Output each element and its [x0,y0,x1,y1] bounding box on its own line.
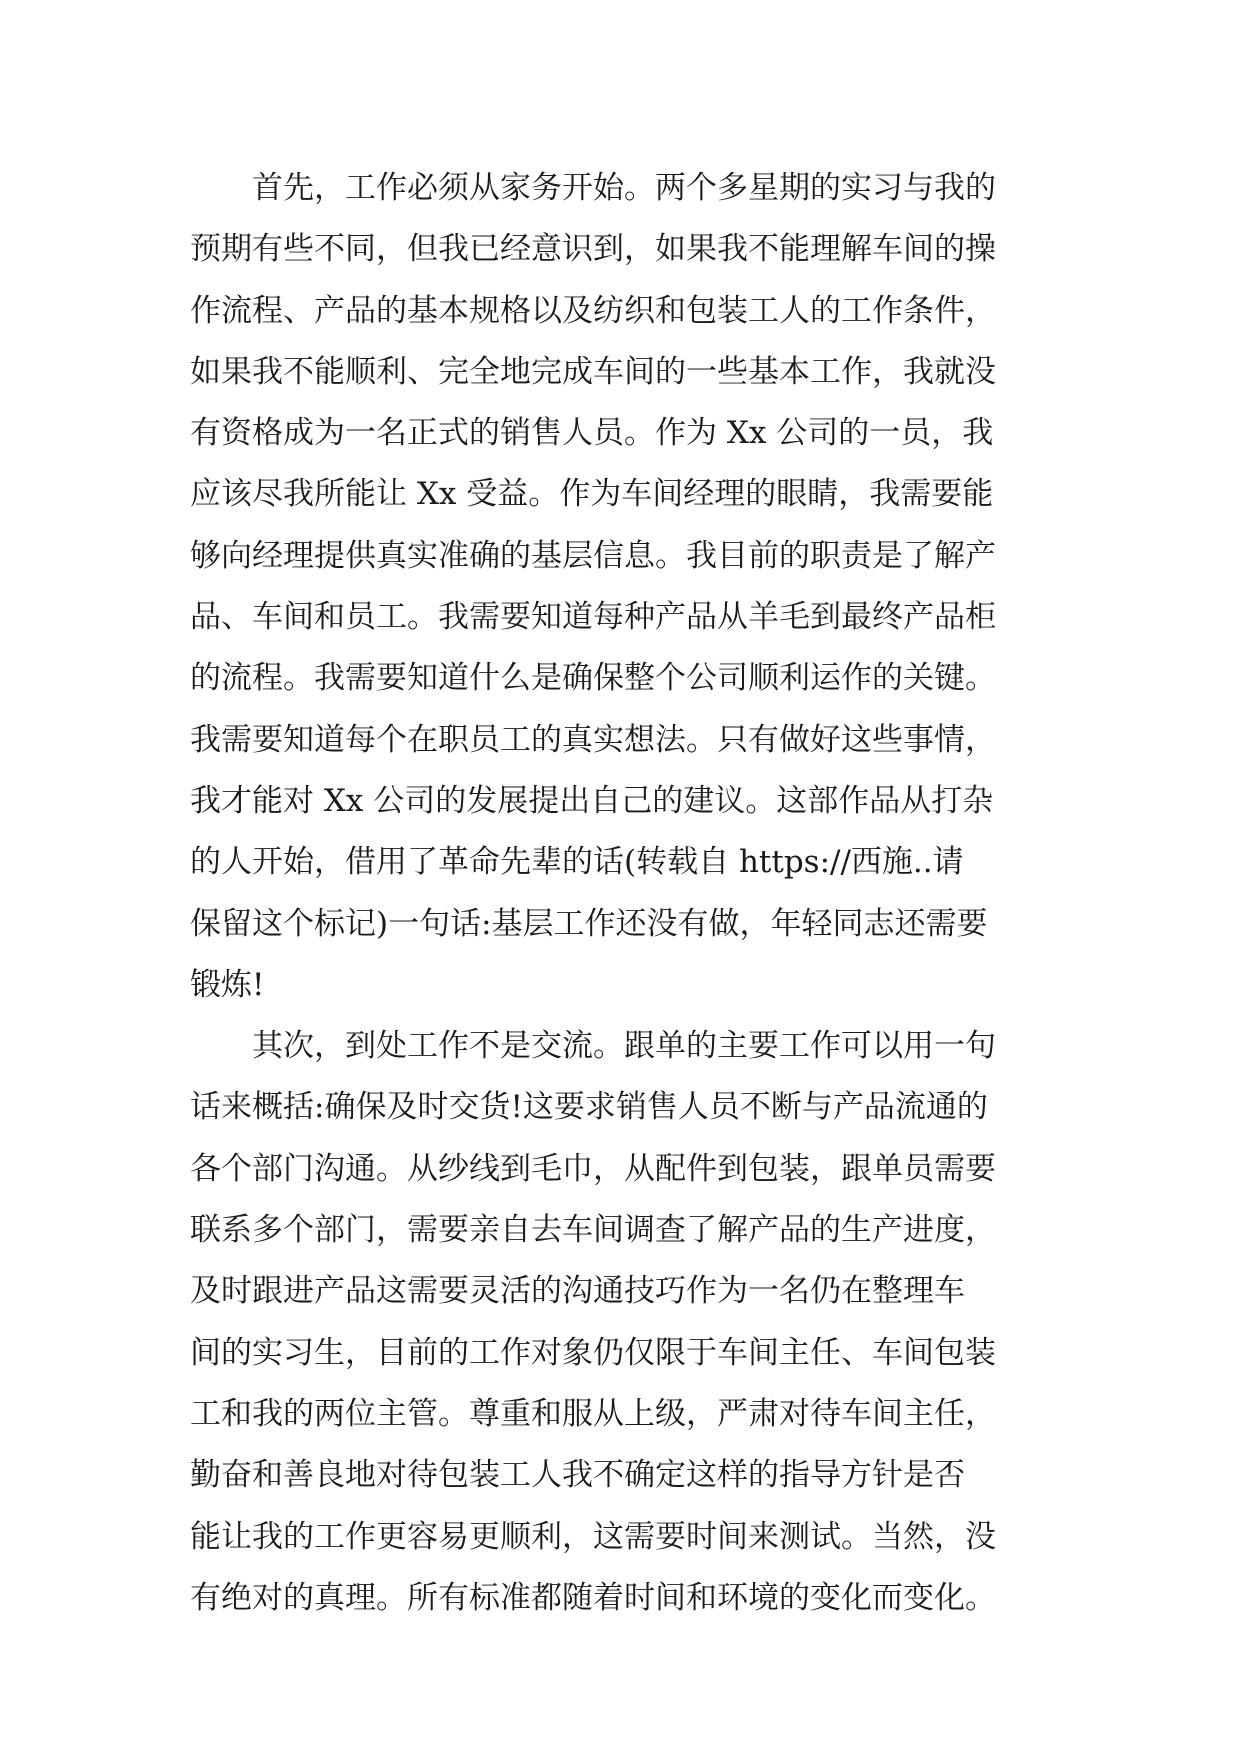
text-line: 及时跟进产品这需要灵活的沟通技巧作为一名仍在整理车 [190,1273,965,1310]
text-line: 预期有些不同，但我已经意识到，如果我不能理解车间的操 [190,231,996,268]
text-line: 作流程、产品的基本规格以及纺织和包装工人的工作条件， [190,292,996,329]
text-line: 的流程。我需要知道什么是确保整个公司顺利运作的关键。 [190,660,996,697]
text-line: 首先，工作必须从家务开始。两个多星期的实习与我的 [252,170,996,206]
text-line: 勤奋和善良地对待包装工人我不确定这样的指导方针是否 [190,1457,965,1494]
text-line: 的人开始，借用了革命先辈的话(转载自 https://西施..请 [190,844,964,881]
paragraph-2 [190,1016,1070,1629]
body-text [190,158,1070,1629]
text-line: 如果我不能顺利、完全地完成车间的一些基本工作，我就没 [190,353,996,390]
text-line: 锻炼! [190,966,265,1003]
paragraph-1 [190,158,1070,1016]
text-line: 工和我的两位主管。尊重和服从上级，严肃对待车间主任， [190,1395,996,1432]
text-line: 保留这个标记)一句话:基层工作还没有做，年轻同志还需要 [190,905,988,942]
text-line: 有绝对的真理。所有标准都随着时间和环境的变化而变化。 [190,1579,996,1616]
text-line: 间的实习生，目前的工作对象仍仅限于车间主任、车间包装 [190,1334,996,1371]
text-line: 品、车间和员工。我需要知道每种产品从羊毛到最终产品柜 [190,599,996,636]
text-line: 话来概括:确保及时交货!这要求销售人员不断与产品流通的 [190,1089,988,1126]
text-line: 我需要知道每个在职员工的真实想法。只有做好这些事情， [190,721,996,758]
text-line: 我才能对 Xx 公司的发展提出自己的建议。这部作品从打杂 [190,782,994,819]
text-line: 其次，到处工作不是交流。跟单的主要工作可以用一句 [252,1028,996,1065]
text-line: 应该尽我所能让 Xx 受益。作为车间经理的眼睛，我需要能 [190,476,994,513]
text-line: 能让我的工作更容易更顺利，这需要时间来测试。当然，没 [190,1518,996,1555]
text-line: 有资格成为一名正式的销售人员。作为 Xx 公司的一员，我 [190,415,994,452]
text-line: 够向经理提供真实准确的基层信息。我目前的职责是了解产 [190,537,996,574]
text-line: 各个部门沟通。从纱线到毛巾，从配件到包装，跟单员需要 [190,1150,996,1187]
text-line: 联系多个部门，需要亲自去车间调查了解产品的生产进度， [190,1212,996,1249]
